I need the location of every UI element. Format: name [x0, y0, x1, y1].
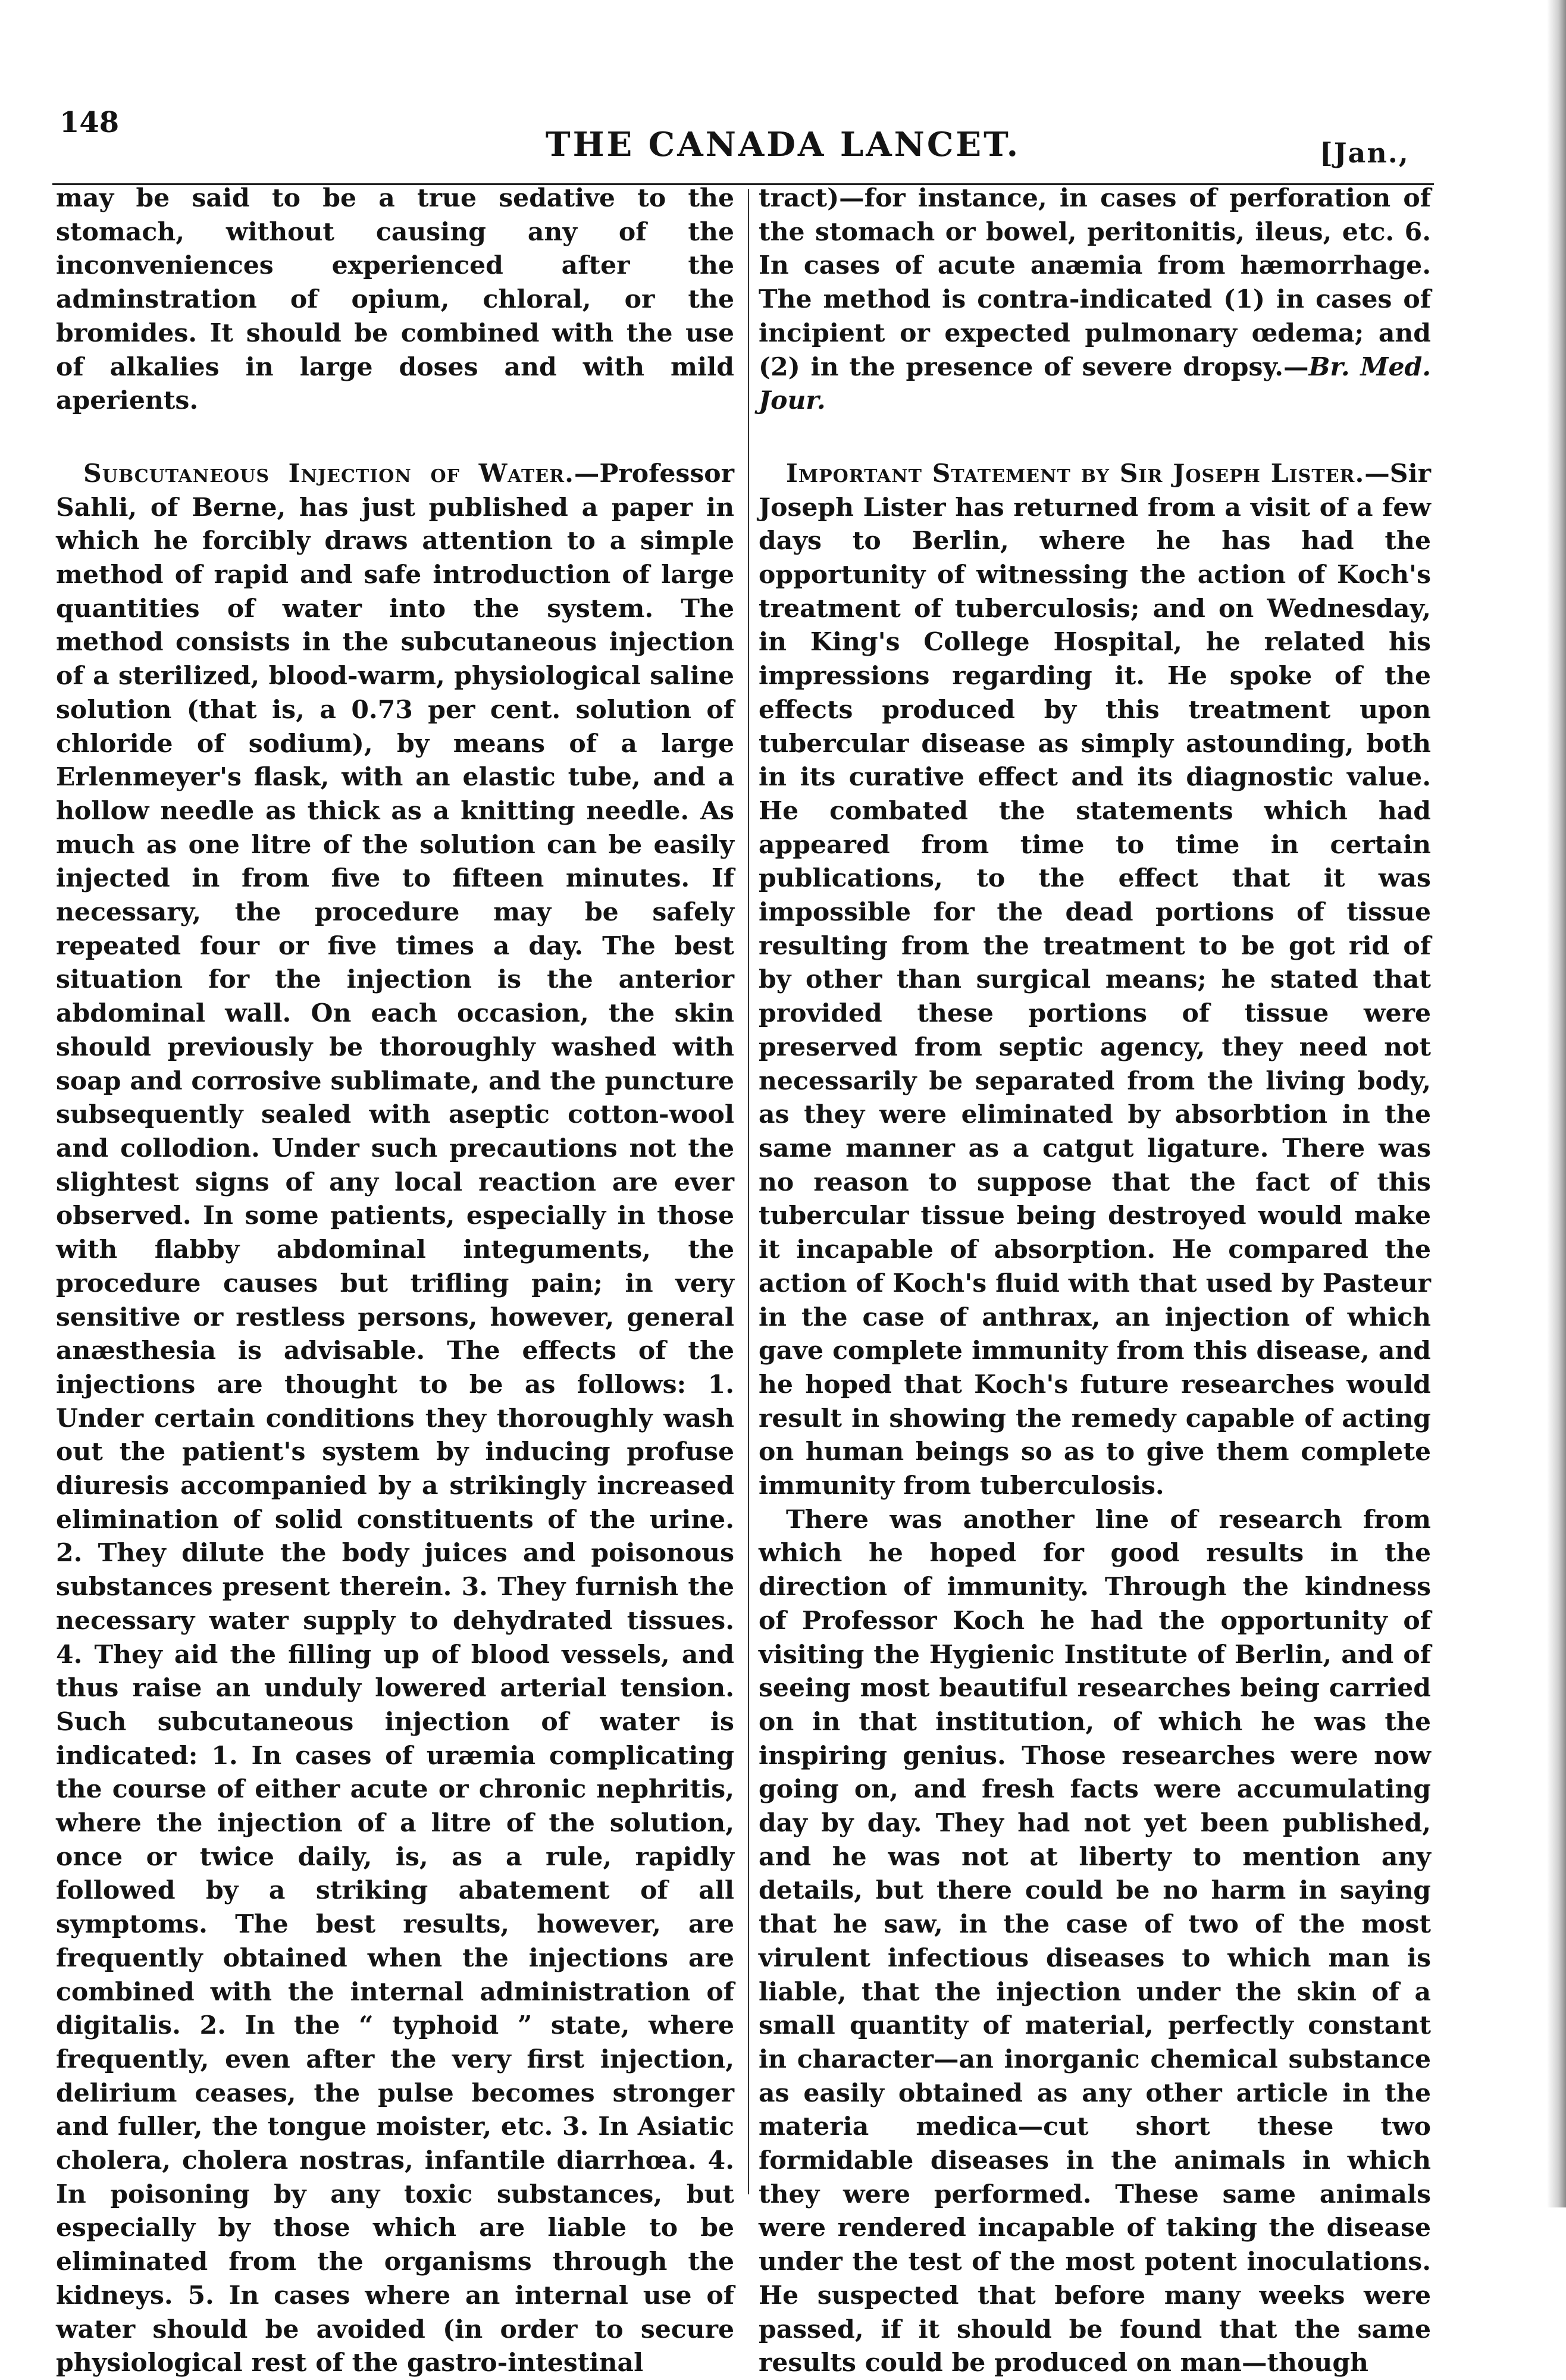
- issue-month: [Jan.,: [1320, 137, 1410, 169]
- left-column: [56, 181, 734, 2380]
- article-heading: Important Statement by Sir Joseph Lister.: [786, 458, 1365, 488]
- column-divider: [748, 189, 749, 2194]
- binding-shadow: [1547, 0, 1566, 2207]
- article-heading: Subcutaneous Injection of Water.: [83, 458, 574, 488]
- article-lister-statement: [759, 457, 1431, 1503]
- article-paragraph: There was another line of research from which he hoped for good results in the direction of immunity. Through the kindness of Professor Koch he had the opportunity of visiting the Hygienic Institute of Berlin, and of seeing most beautiful researches being carried on in that institution, of which he was the inspiring genius. Those researches were now going on, and fresh facts were accumulating day by day. They had not yet been published, and he was not at liberty to mention any details, but there could be no harm in saying that he saw, in the case of two of the most virulent infectious diseases to which man is liable, that the injection under the skin of a small quantity of material, perfectly constant in character—an inorganic chemical substance as easily obtained as any other article in the materia medica—cut short these two formidable diseases in the animals in which they were performed. These same animals were rendered incapable of taking the disease under the test of the most potent inoculations. He suspected that before many weeks were passed, if it should be found that the same results could be produced on man—though: [759, 1504, 1431, 2378]
- right-column: [759, 181, 1431, 2380]
- continuation-paragraph: [759, 181, 1431, 418]
- citation: Br. Med. Jour.: [759, 352, 1432, 416]
- article-body: —Sir Joseph Lister has returned from a visit of a few days to Berlin, where he has had the opportunity of witnessing the action of Koch's treatment of tuberculosis; and on Wednesday, in King's College Hospital, he related his impressions regarding it. He spoke of the effects produced by this treatment upon tubercular disease as simply astounding, both in its curative effect and its diagnostic value. He combated the statements which had appeared from time to time in certain publications, to the effect that it was impossible for the dead portions of tissue resulting from the treatment to be got rid of by other than surgical means; he stated that provided these portions of tissue were preserved from septic agency, they need not necessarily be separated from the living body, as they were eliminated by absorbtion in the same manner as a catgut ligature. There was no reason to suppose that the fact of this tubercular tissue being destroyed would make it incapable of absorption. He compared the action of Koch's fluid with that used by Pasteur in the case of anthrax, an injection of which gave complete immunity from this disease, and he hoped that Koch's future researches would result in showing the remedy capable of acting on human beings so as to give them complete immunity from tuberculosis.: [759, 458, 1431, 1501]
- intro-paragraph: may be said to be a true sedative to the stomach, without causing any of the inconveniences experienced after the adminstration of opium, chloral, or the bromides. It should be combined with the use of alkalies in large doses and with mild aperients.: [56, 183, 734, 416]
- article-subcutaneous-injection: [56, 457, 734, 2380]
- journal-running-title: THE CANADA LANCET.: [545, 125, 1021, 164]
- section-gap: [56, 418, 734, 457]
- page-number: 148: [59, 106, 120, 139]
- continuation-text: tract)—for instance, in cases of perforation of the stomach or bowel, peritonitis, ileus, etc. 6. In cases of acute anæmia from hæmorrhage. The method is contra-indicated (1) in cases of incipient or expected pulmonary œdema; and (2) in the presence of severe dropsy.—: [759, 183, 1431, 382]
- article-body: —Professor Sahli, of Berne, has just published a paper in which he forcibly draws attention to a simple method of rapid and safe introduction of large quantities of water into the system. The method consists in the subcutaneous injection of a sterilized, blood-warm, physiological saline solution (that is, a 0.73 per cent. solution of chloride of sodium), by means of a large Erlenmeyer's flask, with an elastic tube, and a hollow needle as thick as a knitting needle. As much as one litre of the solution can be easily injected in from five to fifteen minutes. If necessary, the procedure may be safely repeated four or five times a day. The best situation for the injection is the anterior abdominal wall. On each occasion, the skin should previously be thoroughly washed with soap and corrosive sublimate, and the puncture subsequently sealed with aseptic cotton-wool and collodion. Under such precautions not the slightest signs of any local reaction are ever observed. In some patients, especially in those with flabby abdominal integuments, the procedure causes but trifling pain; in very sensitive or restless persons, however, general anæsthesia is advisable. The effects of the injections are thought to be as follows: 1. Under certain conditions they thoroughly wash out the patient's system by inducing profuse diuresis accompanied by a strikingly increased elimination of solid constituents of the urine. 2. They dilute the body juices and poisonous substances present therein. 3. They furnish the necessary water supply to dehydrated tissues. 4. They aid the filling up of blood vessels, and thus raise an unduly lowered arterial tension. Such subcutaneous injection of water is indicated: 1. In cases of uræmia complicating the course of either acute or chronic nephritis, where the injection of a litre of the solution, once or twice daily, is, as a rule, rapidly followed by a striking abatement of all symptoms. The best results, however, are frequently obtained when the injections are combined with the internal administration of digitalis. 2. In the “ typhoid ” state, where frequently, even after the very first injection, delirium ceases, the pulse becomes stronger and fuller, the tongue moister, etc. 3. In Asiatic cholera, cholera nostras, infantile diarrhœa. 4. In poisoning by any toxic substances, but especially by those which are liable to be eliminated from the organisms through the kidneys. 5. In cases where an internal use of water should be avoided (in order to secure physiological rest of the gastro-intestinal: [56, 458, 734, 2378]
- section-gap: [759, 418, 1431, 457]
